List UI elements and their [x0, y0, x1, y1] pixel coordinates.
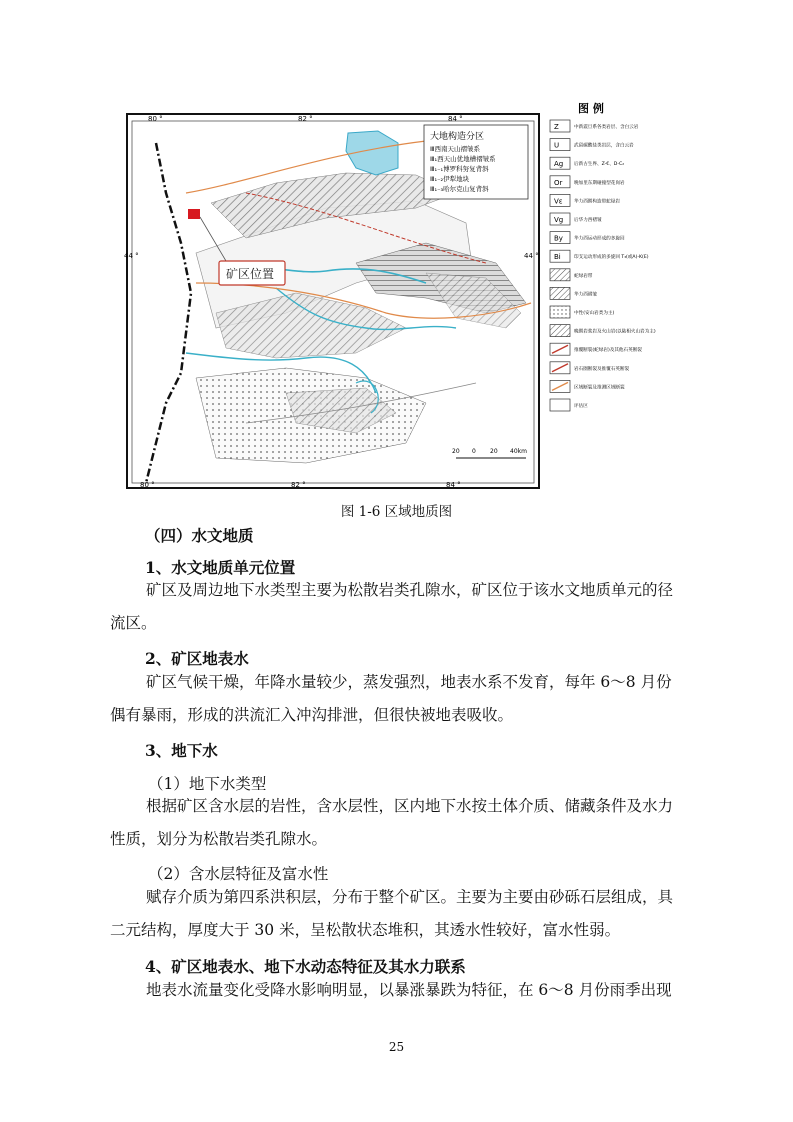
page-number: 25: [388, 1040, 405, 1054]
inset-title: 大地构造分区: [430, 132, 485, 142]
lat-label-left: 44 °: [124, 252, 139, 260]
legend-label: 中性(安山岩类为主): [574, 311, 615, 316]
scale-label: 0: [472, 448, 476, 455]
legend-swatch: [550, 325, 570, 337]
subsection-heading: （1）地下水类型: [148, 775, 267, 793]
inset-item: Ⅲ西南天山褶皱系: [430, 145, 480, 153]
figure-caption: 图 1-6 区域地质图: [340, 504, 453, 520]
legend-item: [550, 399, 588, 411]
lon-label-top: 84 °: [448, 115, 463, 123]
legend-label: 印支运动形成的多旋回 T₃(或A)-K(E): [574, 255, 649, 261]
regional-geology-map: [126, 113, 540, 489]
legend-swatch: [550, 287, 570, 299]
legend-item: [550, 343, 642, 355]
legend-item: [550, 194, 620, 206]
paragraph-text: 矿区及周边地下水类型主要为松散岩类孔隙水，矿区位于该水文地质单元的径流区。: [110, 581, 674, 632]
paragraph: [110, 574, 685, 640]
lon-label-top: 82 °: [298, 115, 313, 123]
legend-item: [550, 287, 597, 299]
inset-item: Ⅲ₁₋₂伊犁地块: [430, 175, 470, 183]
lon-label-bottom: 80 °: [140, 481, 155, 489]
legend-item: [550, 250, 649, 262]
legend-swatch: [550, 306, 570, 318]
legend-label: 区域断裂及推测区域断裂: [574, 385, 625, 391]
scale-label: 40km: [510, 448, 527, 455]
legend-item: [550, 176, 625, 188]
legend-item: [550, 380, 625, 392]
legend-label: 中新震旦系各类岩层、含白云岩: [574, 125, 639, 130]
legend-label: 华力西褶皱: [574, 292, 597, 298]
legend-svg: [548, 100, 660, 420]
section-heading: 1、水文地质单元位置: [145, 558, 296, 577]
mine-location-marker: [188, 209, 200, 219]
legend-swatch: [550, 120, 570, 132]
legend-symbol: Ag: [554, 160, 564, 169]
paragraph-text: 根据矿区含水层的岩性，含水层性，区内地下水按土体介质、储藏条件及水力性质，划分为松散岩类孔隙水。: [110, 797, 674, 848]
legend-item: [550, 139, 634, 151]
legend-swatch: [550, 399, 570, 411]
subsection-heading: （2）含水层特征及富水性: [148, 865, 329, 883]
section-heading: （四）水文地质: [145, 526, 254, 545]
legend-label: 评估区: [574, 404, 588, 409]
section-heading: 3、地下水: [145, 741, 218, 760]
inset-item: Ⅲ₁西天山优地槽褶皱系: [430, 155, 496, 163]
section-heading: 2、矿区地表水: [145, 649, 249, 668]
legend-label: 岩石圈断裂及推覆石英断裂: [574, 366, 630, 372]
legend-title: 图 例: [578, 102, 604, 115]
map-legend: [548, 100, 660, 420]
legend-item: [550, 232, 625, 244]
legend-symbol: Bi: [554, 253, 561, 262]
paragraph-text: 地表水流量变化受降水影响明显，以暴涨暴跌为特征，在 6～8 月份雨季出现: [146, 981, 672, 999]
legend-label: 华力西期构造带蛇绿岩: [574, 199, 620, 205]
legend-item: [550, 306, 615, 318]
map-svg: [126, 113, 540, 489]
legend-symbol: U: [554, 141, 560, 150]
legend-label: 华力西运动形成的多旋回: [574, 236, 625, 242]
legend-item: [550, 269, 593, 281]
legend-label: 推覆断裂(蛇绿岩)及其他石英断裂: [574, 348, 642, 354]
paragraph: [110, 790, 685, 856]
legend-symbol: Vε: [554, 197, 563, 206]
inset-item: Ⅲ₁₋₁博罗科努复背斜: [430, 165, 489, 173]
paragraph: [110, 881, 685, 947]
legend-swatch: [550, 269, 570, 281]
legend-item: [550, 362, 630, 374]
legend-item: [550, 325, 656, 337]
legend-symbol: Z: [554, 123, 559, 131]
lon-label-bottom: 84 °: [446, 481, 461, 489]
legend-label: 晚加里东期碰撞型花岗岩: [574, 180, 625, 186]
legend-symbol: Vg: [554, 216, 564, 224]
legend-label: 晚期岩浆岩及火山岩(以陆相火山岩为主): [574, 329, 656, 335]
legend-item: [550, 213, 602, 225]
legend-label: 蛇绿岩带: [574, 273, 593, 279]
scale-label: 20: [452, 448, 460, 455]
section-heading: 4、矿区地表水、地下水动态特征及其水力联系: [145, 957, 466, 976]
paragraph: [110, 666, 685, 732]
legend-swatch: [550, 139, 570, 151]
legend-symbol: By: [554, 234, 563, 243]
scale-label: 20: [490, 448, 498, 455]
inset-item: Ⅲ₁₋₃哈尔克山复背斜: [430, 185, 489, 193]
legend-symbol: Or: [554, 178, 563, 187]
paragraph: [110, 974, 685, 1007]
lat-label-right: 44 °: [524, 252, 539, 260]
legend-label: 后新古生界、Z-€、D-C₂: [574, 162, 625, 168]
lon-label-top: 80 °: [148, 115, 163, 123]
paragraph-text: 赋存介质为第四系洪积层，分布于整个矿区。主要为主要由砂砾石层组成，具二元结构，厚度大于 30 米，呈松散状态堆积，其透水性较好，富水性弱。: [110, 888, 674, 939]
legend-item: [550, 120, 639, 132]
legend-item: [550, 157, 624, 169]
legend-label: 武留碳酸盐类岩层，含白云岩: [574, 143, 634, 149]
mine-callout-label: 矿区位置: [226, 267, 275, 281]
lon-label-bottom: 82 °: [291, 481, 306, 489]
paragraph-text: 矿区气候干燥，年降水量较少，蒸发强烈，地表水系不发育，每年 6～8 月份偶有暴雨，形成的洪流汇入冲沟排泄，但很快被地表吸收。: [110, 673, 672, 724]
legend-label: 后华力西褶皱: [574, 218, 602, 223]
